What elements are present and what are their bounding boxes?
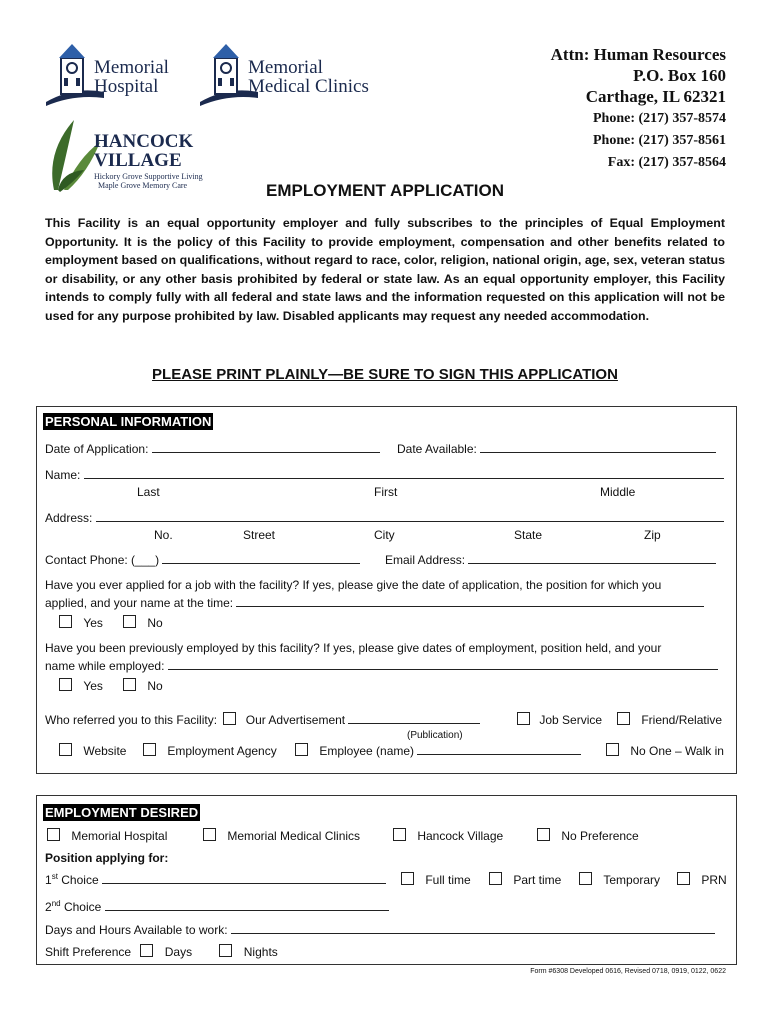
ref-advertisement-checkbox[interactable] — [223, 712, 236, 725]
date-available-label: Date Available: — [397, 442, 477, 456]
days-hours-label: Days and Hours Available to work: — [45, 923, 228, 937]
facility-no-preference-checkbox[interactable] — [537, 828, 550, 841]
date-of-application-label: Date of Application: — [45, 442, 149, 456]
contact-block — [551, 44, 726, 107]
ref-publication-field[interactable] — [348, 713, 480, 724]
facility-hancock-checkbox[interactable] — [393, 828, 406, 841]
address-state-caption: State — [514, 528, 543, 542]
first-choice-label: Choice — [61, 873, 99, 887]
second-choice-label: Choice — [63, 900, 102, 914]
ref-publication-caption: (Publication) — [407, 730, 463, 741]
ref-employee-field[interactable] — [417, 744, 581, 755]
employed-no-label: No — [147, 679, 163, 693]
attn-line: Attn: Human Resources — [550, 45, 726, 64]
position-label: Position applying for: — [45, 851, 169, 865]
employed-before-question-1: Have you been previously employed by this facility? If yes, please give dates of employment, position held, and your — [45, 641, 662, 655]
personal-information-section — [36, 406, 737, 774]
facility-hancock-label: Hancock Village — [417, 829, 504, 843]
address-field[interactable] — [96, 511, 724, 522]
hancock-logo-line2: VILLAGE — [94, 150, 182, 171]
facility-clinics-label: Memorial Medical Clinics — [227, 829, 361, 843]
name-field[interactable] — [84, 468, 724, 479]
address-zip-caption: Zip — [644, 528, 661, 542]
contact-phone-field[interactable] — [162, 553, 360, 564]
memorial-clinics-logo-line2: Medical Clinics — [248, 76, 369, 97]
memorial-hospital-logo-line2: Hospital — [94, 76, 159, 97]
date-of-application-field[interactable] — [152, 442, 380, 453]
part-time-label: Part time — [513, 873, 562, 887]
ref-employee-checkbox[interactable] — [295, 743, 308, 756]
applied-before-question-1: Have you ever applied for a job with the facility? If yes, please give the date of application, the position for which you — [45, 578, 662, 592]
facility-memorial-hospital-label: Memorial Hospital — [71, 829, 168, 843]
print-notice: PLEASE PRINT PLAINLY—BE SURE TO SIGN THIS APPLICATION — [152, 366, 618, 383]
email-field[interactable] — [468, 553, 716, 564]
applied-before-question-2: applied, and your name at the time: — [45, 596, 234, 610]
ref-friend-checkbox[interactable] — [617, 712, 630, 725]
first-choice-sup: st — [51, 872, 58, 881]
ref-agency-checkbox[interactable] — [143, 743, 156, 756]
employed-before-question-2: name while employed: — [45, 659, 165, 673]
shift-days-label: Days — [164, 945, 193, 959]
ref-friend-label: Friend/Relative — [641, 713, 723, 727]
ref-employee-label: Employee (name) — [319, 744, 415, 758]
temporary-label: Temporary — [603, 873, 661, 887]
hancock-logo-line1: HANCOCK — [94, 131, 194, 152]
second-choice-field[interactable] — [105, 900, 389, 911]
second-choice-sup: nd — [51, 899, 61, 908]
part-time-checkbox[interactable] — [489, 872, 502, 885]
full-time-label: Full time — [425, 873, 471, 887]
applied-yes-label: Yes — [83, 616, 103, 630]
memorial-hospital-logo-line1: Memorial — [94, 57, 169, 78]
hancock-logo-sub2: Maple Grove Memory Care — [98, 181, 188, 190]
name-label: Name: — [45, 468, 81, 482]
full-time-checkbox[interactable] — [401, 872, 414, 885]
name-last-caption: Last — [137, 485, 160, 499]
hancock-logo-sub1: Hickory Grove Supportive Living — [94, 172, 203, 181]
prn-checkbox[interactable] — [677, 872, 690, 885]
second-choice-number: 2 — [45, 900, 52, 914]
employment-desired-section — [36, 795, 737, 965]
personal-heading: PERSONAL INFORMATION — [45, 414, 212, 429]
shift-days-checkbox[interactable] — [140, 944, 153, 957]
employed-before-field[interactable] — [168, 659, 718, 670]
days-hours-field[interactable] — [231, 923, 715, 934]
facility-clinics-checkbox[interactable] — [203, 828, 216, 841]
first-choice-number: 1 — [45, 873, 52, 887]
employed-yes-label: Yes — [83, 679, 103, 693]
contact-phone-label: Contact Phone: (___) — [45, 553, 160, 567]
ref-agency-label: Employment Agency — [167, 744, 277, 758]
applied-no-label: No — [147, 616, 163, 630]
form-footer: Form #6308 Developed 0616, Revised 0718, 0919, 0122, 0622 — [530, 968, 726, 975]
address-no-caption: No. — [154, 528, 173, 542]
referred-label: Who referred you to this Facility: — [45, 713, 218, 727]
email-label: Email Address: — [385, 553, 466, 567]
employed-yes-checkbox[interactable] — [59, 678, 72, 691]
ref-advertisement-label: Our Advertisement — [245, 713, 346, 727]
name-middle-caption: Middle — [600, 485, 636, 499]
phone-2: Phone: (217) 357-8561 — [593, 133, 726, 148]
ref-walkin-label: No One – Walk in — [630, 744, 724, 758]
date-available-field[interactable] — [480, 442, 716, 453]
first-choice-field[interactable] — [102, 873, 386, 884]
memorial-clinics-logo — [198, 40, 388, 106]
ref-walkin-checkbox[interactable] — [606, 743, 619, 756]
prn-label: PRN — [701, 873, 727, 887]
phone-block — [593, 108, 726, 174]
memorial-hospital-logo — [44, 40, 189, 106]
po-box-line: P.O. Box 160 — [633, 66, 726, 85]
eeo-statement: This Facility is an equal opportunity employer and fully subscribes to the principles of Equal Employment Opportunity. It is the policy of this Facility to provide employment, compensation and other benefits related to employment based on qualifications, without regard to race, color, religion, national origin, age, sex, veteran status or disability, or any other basis prohibited by federal or state law. As an equal opportunity employer, this Facility intends to comply fully with all federal and state laws and the information requested on this application will not be used for any purpose prohibited by law. Disabled applicants may request any needed accommodation. — [45, 216, 725, 323]
facility-memorial-hospital-checkbox[interactable] — [47, 828, 60, 841]
facility-no-preference-label: No Preference — [561, 829, 639, 843]
applied-before-field[interactable] — [236, 596, 704, 607]
shift-nights-label: Nights — [243, 945, 278, 959]
ref-job-service-checkbox[interactable] — [517, 712, 530, 725]
ref-job-service-label: Job Service — [539, 713, 603, 727]
address-street-caption: Street — [243, 528, 276, 542]
memorial-clinics-logo-line1: Memorial — [248, 57, 323, 78]
ref-website-checkbox[interactable] — [59, 743, 72, 756]
employed-no-checkbox[interactable] — [123, 678, 136, 691]
fax: Fax: (217) 357-8564 — [607, 155, 726, 170]
shift-nights-checkbox[interactable] — [219, 944, 232, 957]
applied-yes-checkbox[interactable] — [59, 615, 72, 628]
temporary-checkbox[interactable] — [579, 872, 592, 885]
address-city-caption: City — [374, 528, 395, 542]
applied-no-checkbox[interactable] — [123, 615, 136, 628]
phone-1: Phone: (217) 357-8574 — [593, 111, 726, 126]
city-line: Carthage, IL 62321 — [585, 87, 726, 106]
shift-label: Shift Preference — [45, 945, 132, 959]
ref-website-label: Website — [83, 744, 127, 758]
page-title: EMPLOYMENT APPLICATION — [266, 181, 504, 200]
employment-heading: EMPLOYMENT DESIRED — [45, 805, 199, 820]
name-first-caption: First — [374, 485, 398, 499]
address-label: Address: — [45, 511, 93, 525]
